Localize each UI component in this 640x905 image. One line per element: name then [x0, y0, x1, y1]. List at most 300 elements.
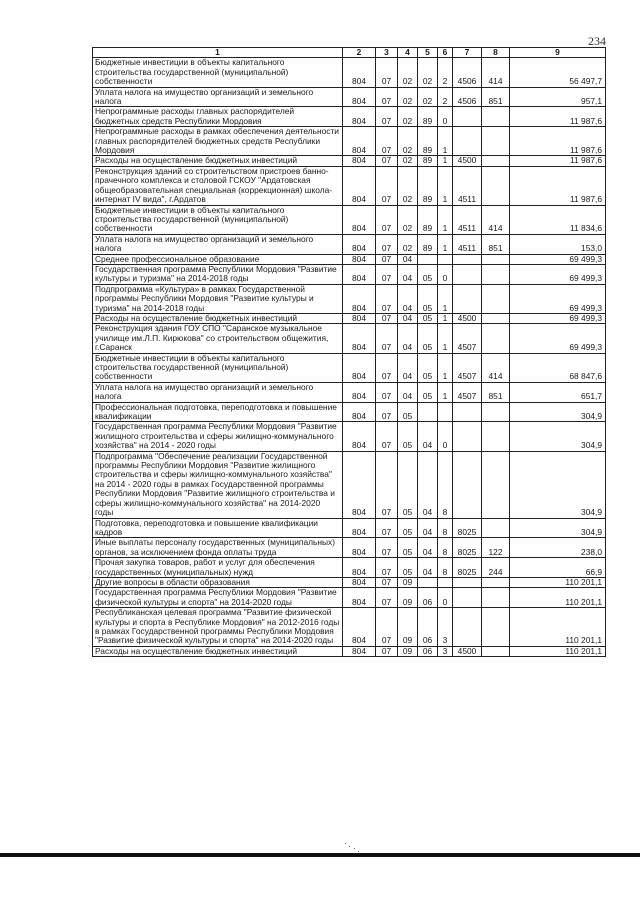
expense-type-code: 244 — [488, 566, 503, 577]
row-description: Непрограммные расходы в рамках обеспечения деятельности главных распорядителей бюджетных средств Республики Мордовия — [95, 126, 339, 156]
row-description: Непрограммные расходы главных распорядителей бюджетных средств Республики Мордовия — [95, 106, 295, 126]
subsection-code-cell — [398, 87, 418, 107]
row-description-cell — [93, 518, 343, 538]
section-code-cell — [376, 156, 398, 166]
subprogram-code-cell — [438, 577, 453, 587]
subprogram-code-cell — [438, 558, 453, 578]
ministry-code: 804 — [352, 313, 366, 323]
table-row — [93, 588, 606, 608]
ministry-code: 804 — [352, 507, 366, 518]
table-row — [93, 87, 606, 107]
subsection-code-cell — [398, 518, 418, 538]
section-code: 07 — [381, 115, 392, 126]
amount-cell — [510, 205, 606, 234]
row-description-cell — [93, 402, 343, 422]
activity-code-cell — [453, 353, 482, 382]
program-code-cell — [418, 538, 438, 558]
section-code-cell — [376, 284, 398, 313]
row-description: Подпрограмма "Обеспечение реализации Государственной программы Республики Мордовия "Развитие жилищного строительства и сферы жилищно-коммунального хозяйства" на 2014 - 2020 годы в рамках Государственной программы Республики Мордовия "Развитие жилищного строительства и сферы жилищно-коммунального хозяйства" на 2014-2020 годы — [95, 451, 335, 518]
amount: 69 499,3 — [569, 254, 602, 264]
subsection-code: 04 — [402, 342, 413, 353]
subprogram-code: 3 — [442, 646, 448, 656]
amount-cell — [510, 588, 606, 608]
row-description: Подготовка, переподготовка и повышение квалификации кадров — [95, 518, 318, 537]
amount-cell — [510, 577, 606, 587]
row-description-cell — [93, 353, 343, 382]
ministry-code-cell — [343, 254, 376, 264]
activity-code: 4506 — [457, 96, 477, 107]
activity-code-cell — [453, 87, 482, 107]
activity-code-cell — [453, 646, 482, 656]
ministry-code-cell — [343, 87, 376, 107]
amount: 69 499,3 — [569, 313, 602, 323]
subprogram-code-cell — [438, 646, 453, 656]
section-code: 07 — [381, 302, 392, 313]
program-code-cell — [418, 107, 438, 127]
ministry-code: 804 — [352, 243, 366, 254]
table-header-row — [93, 48, 606, 58]
expense-type-code-cell — [482, 451, 510, 518]
row-description: Бюджетные инвестиции в объекты капитального строительства государственной (муниципальной) собственности — [95, 57, 289, 87]
row-description: Бюджетные инвестиции в объекты капитального строительства государственной (муниципальной) собственности — [95, 205, 289, 234]
program-code: 06 — [422, 635, 433, 646]
subsection-code: 02 — [402, 155, 413, 166]
row-description: Реконструкция здания ГОУ СПО "Саранское музыкальное училище им.Л.П. Кирюкова" со строительством общежития, г.Саранск — [95, 323, 329, 353]
section-code: 07 — [381, 526, 392, 537]
table-row — [93, 353, 606, 382]
program-code-cell — [418, 518, 438, 538]
activity-code-cell — [453, 382, 482, 402]
program-code: 89 — [422, 194, 433, 205]
program-code: 02 — [422, 96, 433, 107]
table-row — [93, 234, 606, 254]
page-number: 234 — [588, 34, 606, 48]
amount: 11 834,6 — [570, 223, 602, 234]
expense-type-code-cell — [482, 353, 510, 382]
subsection-code: 04 — [402, 273, 413, 284]
subprogram-code: 1 — [442, 243, 448, 254]
section-code-cell — [376, 382, 398, 402]
subsection-code: 05 — [402, 526, 413, 537]
expense-type-code-cell — [482, 107, 510, 127]
ministry-code: 804 — [352, 371, 366, 382]
activity-code: 8025 — [457, 546, 477, 557]
activity-code-cell — [453, 451, 482, 518]
subsection-code-cell — [398, 646, 418, 656]
subsection-code: 09 — [402, 646, 413, 656]
subprogram-code-cell — [438, 422, 453, 451]
ministry-code-cell — [343, 156, 376, 166]
subsection-code-cell — [398, 382, 418, 402]
section-code: 07 — [381, 254, 392, 264]
ministry-code: 804 — [352, 96, 366, 107]
section-code: 07 — [381, 546, 392, 557]
section-code: 07 — [381, 342, 392, 353]
amount: 304,9 — [581, 526, 602, 537]
amount: 110 201,1 — [565, 635, 602, 646]
column-header: 4 — [398, 48, 418, 58]
row-description-cell — [93, 254, 343, 264]
section-code-cell — [376, 254, 398, 264]
section-code: 07 — [381, 596, 392, 607]
section-code-cell — [376, 608, 398, 647]
section-code: 07 — [381, 223, 392, 234]
section-code: 07 — [381, 273, 392, 284]
program-code: 04 — [422, 440, 433, 451]
subprogram-code-cell — [438, 205, 453, 234]
row-description: Иные выплаты персоналу государственных (муниципальных) органов, за исключением фонда оплаты труда — [95, 537, 335, 557]
subprogram-code: 1 — [442, 391, 448, 402]
amount: 69 499,3 — [569, 302, 602, 313]
column-header: 1 — [93, 48, 343, 58]
expense-type-code-cell — [482, 166, 510, 205]
amount: 110 201,1 — [565, 596, 602, 607]
subsection-code-cell — [398, 353, 418, 382]
row-description-cell — [93, 422, 343, 451]
expense-type-code-cell — [482, 313, 510, 323]
activity-code: 4500 — [457, 155, 477, 166]
table-body — [93, 58, 606, 657]
row-description: Республиканская целевая программа "Развитие физической культуры и спорта в Республике Мордовия" на 2012-2016 годы в рамках Государственной программы Республики Мордовия "Развитие физической культуры и спорта" на 2014-2020 годы — [95, 607, 340, 646]
activity-code: 8025 — [457, 526, 477, 537]
expense-type-code-cell — [482, 264, 510, 284]
table-row — [93, 156, 606, 166]
amount-cell — [510, 107, 606, 127]
column-header: 2 — [343, 48, 376, 58]
ministry-code: 804 — [352, 273, 366, 284]
expense-type-code: 414 — [488, 223, 503, 234]
activity-code: 4511 — [457, 243, 476, 254]
activity-code-cell — [453, 558, 482, 578]
program-code: 05 — [422, 313, 433, 323]
ministry-code: 804 — [352, 223, 366, 234]
subprogram-code-cell — [438, 324, 453, 353]
subsection-code: 04 — [402, 371, 413, 382]
section-code-cell — [376, 577, 398, 587]
expense-type-code-cell — [482, 284, 510, 313]
activity-code: 4500 — [457, 313, 477, 323]
subsection-code: 05 — [402, 411, 413, 422]
amount-cell — [510, 234, 606, 254]
ministry-code: 804 — [352, 635, 366, 646]
program-code-cell — [418, 264, 438, 284]
section-code: 07 — [381, 145, 392, 156]
subsection-code: 09 — [402, 635, 413, 646]
subsection-code: 04 — [402, 302, 413, 313]
subprogram-code-cell — [438, 254, 453, 264]
ministry-code: 804 — [352, 566, 366, 577]
row-description: Расходы на осуществление бюджетных инвестиций — [95, 313, 298, 323]
section-code: 07 — [381, 411, 392, 422]
row-description-cell — [93, 107, 343, 127]
column-header: 6 — [438, 48, 453, 58]
table-row — [93, 646, 606, 656]
activity-code: 4506 — [457, 76, 477, 87]
section-code-cell — [376, 402, 398, 422]
expense-type-code-cell — [482, 558, 510, 578]
subsection-code: 04 — [402, 313, 413, 323]
activity-code-cell — [453, 324, 482, 353]
expense-type-code-cell — [482, 324, 510, 353]
row-description-cell — [93, 451, 343, 518]
subprogram-code-cell — [438, 127, 453, 156]
row-description: Подпрограмма «Культура» в рамках Государственной программы Республики Мордовия "Развитие культуры и туризма" на 2014-2018 годы — [95, 284, 314, 313]
section-code-cell — [376, 107, 398, 127]
program-code: 04 — [422, 566, 433, 577]
section-code: 07 — [381, 243, 392, 254]
program-code: 89 — [422, 145, 433, 156]
subsection-code: 04 — [402, 254, 413, 264]
ministry-code-cell — [343, 608, 376, 647]
expense-type-code: 414 — [488, 371, 503, 382]
activity-code-cell — [453, 58, 482, 87]
activity-code-cell — [453, 107, 482, 127]
budget-table — [92, 47, 606, 657]
subsection-code-cell — [398, 254, 418, 264]
amount-cell — [510, 58, 606, 87]
row-description: Государственная программа Республики Мордовия "Развитие жилищного строительства и сферы жилищно-коммунального хозяйства" на 2014 - 2020 годы — [95, 421, 337, 451]
table-row — [93, 205, 606, 234]
activity-code: 4507 — [457, 342, 477, 353]
program-code: 02 — [422, 76, 433, 87]
subprogram-code: 1 — [442, 371, 448, 382]
amount-cell — [510, 402, 606, 422]
column-header: 9 — [510, 48, 606, 58]
section-code-cell — [376, 353, 398, 382]
subsection-code: 09 — [402, 577, 413, 587]
ministry-code: 804 — [352, 391, 366, 402]
activity-code: 4511 — [457, 194, 476, 205]
amount-cell — [510, 608, 606, 647]
program-code-cell — [418, 588, 438, 608]
activity-code: 4500 — [457, 646, 477, 656]
amount: 11 987,6 — [570, 155, 602, 166]
section-code: 07 — [381, 155, 392, 166]
amount: 651,7 — [581, 391, 602, 402]
section-code-cell — [376, 313, 398, 323]
row-description-cell — [93, 608, 343, 647]
table-row — [93, 254, 606, 264]
amount-cell — [510, 558, 606, 578]
amount-cell — [510, 451, 606, 518]
subsection-code: 09 — [402, 596, 413, 607]
program-code: 04 — [422, 546, 433, 557]
program-code: 04 — [422, 507, 433, 518]
program-code-cell — [418, 422, 438, 451]
row-description-cell — [93, 284, 343, 313]
column-header: 8 — [482, 48, 510, 58]
subprogram-code: 1 — [442, 342, 448, 353]
program-code: 89 — [422, 155, 433, 166]
table-row — [93, 107, 606, 127]
table-row — [93, 313, 606, 323]
expense-type-code-cell — [482, 646, 510, 656]
row-description-cell — [93, 166, 343, 205]
subsection-code-cell — [398, 127, 418, 156]
program-code-cell — [418, 284, 438, 313]
row-description-cell — [93, 58, 343, 87]
program-code: 89 — [422, 115, 433, 126]
subprogram-code: 1 — [442, 313, 448, 323]
program-code: 04 — [422, 526, 433, 537]
row-description: Реконструкция зданий со строительством пристроев банно-прачечного комплекса и столовой ГСКОУ "Ардатовская общеобразовательная специальная (коррекционная) школа-интернат IV вида", г.Ардатов — [95, 166, 333, 205]
row-description: Профессиональная подготовка, переподготовка и повышение квалификации — [95, 402, 337, 422]
subsection-code: 02 — [402, 194, 413, 205]
ministry-code-cell — [343, 382, 376, 402]
subprogram-code-cell — [438, 402, 453, 422]
activity-code-cell — [453, 588, 482, 608]
subprogram-code-cell — [438, 353, 453, 382]
amount: 153,0 — [581, 243, 602, 254]
subprogram-code: 1 — [442, 223, 448, 234]
amount-cell — [510, 324, 606, 353]
subprogram-code-cell — [438, 518, 453, 538]
ministry-code-cell — [343, 313, 376, 323]
amount: 304,9 — [581, 507, 602, 518]
program-code-cell — [418, 254, 438, 264]
program-code-cell — [418, 353, 438, 382]
table-row — [93, 558, 606, 578]
subsection-code-cell — [398, 107, 418, 127]
subsection-code: 05 — [402, 440, 413, 451]
expense-type-code-cell — [482, 402, 510, 422]
subsection-code-cell — [398, 166, 418, 205]
expense-type-code-cell — [482, 608, 510, 647]
subprogram-code: 1 — [442, 302, 448, 313]
scan-specks — [343, 842, 363, 852]
subsection-code-cell — [398, 422, 418, 451]
ministry-code-cell — [343, 422, 376, 451]
section-code-cell — [376, 87, 398, 107]
activity-code-cell — [453, 608, 482, 647]
table-row — [93, 127, 606, 156]
activity-code: 4507 — [457, 371, 477, 382]
row-description: Государственная программа Республики Мордовия "Развитие физической культуры и спорта" на 2014-2020 годы — [95, 587, 337, 607]
row-description-cell — [93, 324, 343, 353]
subsection-code: 02 — [402, 76, 413, 87]
program-code-cell — [418, 156, 438, 166]
section-code-cell — [376, 422, 398, 451]
table-row — [93, 382, 606, 402]
row-description: Расходы на осуществление бюджетных инвестиций — [95, 646, 298, 656]
row-description: Прочая закупка товаров, работ и услуг для обеспечения государственных (муниципальных) нужд — [95, 557, 315, 577]
activity-code: 4507 — [457, 391, 477, 402]
subsection-code-cell — [398, 313, 418, 323]
amount-cell — [510, 353, 606, 382]
ministry-code: 804 — [352, 646, 366, 656]
table-row — [93, 577, 606, 587]
ministry-code: 804 — [352, 596, 366, 607]
activity-code: 4511 — [457, 223, 476, 234]
expense-type-code: 414 — [488, 76, 503, 87]
subprogram-code-cell — [438, 284, 453, 313]
amount: 56 497,7 — [569, 76, 602, 87]
row-description-cell — [93, 538, 343, 558]
program-code: 89 — [422, 223, 433, 234]
expense-type-code-cell — [482, 382, 510, 402]
ministry-code: 804 — [352, 194, 366, 205]
subprogram-code: 0 — [442, 596, 448, 607]
amount: 11 987,6 — [570, 194, 602, 205]
ministry-code-cell — [343, 451, 376, 518]
subprogram-code: 0 — [442, 273, 448, 284]
subprogram-code-cell — [438, 608, 453, 647]
subsection-code-cell — [398, 588, 418, 608]
subsection-code-cell — [398, 205, 418, 234]
subsection-code-cell — [398, 156, 418, 166]
section-code-cell — [376, 646, 398, 656]
amount: 304,9 — [581, 440, 602, 451]
section-code-cell — [376, 166, 398, 205]
subsection-code: 05 — [402, 566, 413, 577]
expense-type-code-cell — [482, 205, 510, 234]
row-description: Уплата налога на имущество организаций и земельного налога — [95, 382, 314, 402]
section-code-cell — [376, 451, 398, 518]
section-code: 07 — [381, 577, 392, 587]
amount: 238,0 — [581, 546, 602, 557]
table-row — [93, 422, 606, 451]
row-description-cell — [93, 87, 343, 107]
section-code: 07 — [381, 194, 392, 205]
section-code: 07 — [381, 635, 392, 646]
subprogram-code: 0 — [442, 440, 448, 451]
table-row — [93, 402, 606, 422]
subprogram-code: 8 — [442, 507, 448, 518]
program-code: 05 — [422, 342, 433, 353]
ministry-code: 804 — [352, 145, 366, 156]
subsection-code-cell — [398, 538, 418, 558]
row-description-cell — [93, 588, 343, 608]
program-code-cell — [418, 234, 438, 254]
subprogram-code-cell — [438, 313, 453, 323]
subprogram-code-cell — [438, 58, 453, 87]
ministry-code-cell — [343, 402, 376, 422]
program-code-cell — [418, 205, 438, 234]
row-description-cell — [93, 577, 343, 587]
ministry-code: 804 — [352, 411, 366, 422]
ministry-code: 804 — [352, 115, 366, 126]
subsection-code-cell — [398, 234, 418, 254]
subsection-code-cell — [398, 284, 418, 313]
row-description-cell — [93, 156, 343, 166]
subprogram-code: 2 — [442, 76, 448, 87]
table-row — [93, 451, 606, 518]
row-description: Бюджетные инвестиции в объекты капитального строительства государственной (муниципальной) собственности — [95, 353, 289, 382]
program-code: 06 — [422, 596, 433, 607]
ministry-code: 804 — [352, 546, 366, 557]
amount-cell — [510, 538, 606, 558]
row-description-cell — [93, 646, 343, 656]
row-description: Уплата налога на имущество организаций и земельного налога — [95, 87, 314, 107]
subprogram-code: 2 — [442, 96, 448, 107]
section-code: 07 — [381, 76, 392, 87]
subprogram-code: 8 — [442, 566, 448, 577]
subsection-code: 02 — [402, 115, 413, 126]
section-code-cell — [376, 264, 398, 284]
section-code: 07 — [381, 96, 392, 107]
section-code: 07 — [381, 646, 392, 656]
program-code-cell — [418, 127, 438, 156]
program-code: 05 — [422, 371, 433, 382]
subsection-code: 05 — [402, 546, 413, 557]
subprogram-code-cell — [438, 156, 453, 166]
ministry-code-cell — [343, 284, 376, 313]
activity-code: 8025 — [457, 566, 477, 577]
amount-cell — [510, 646, 606, 656]
amount-cell — [510, 518, 606, 538]
ministry-code-cell — [343, 577, 376, 587]
subsection-code: 02 — [402, 96, 413, 107]
